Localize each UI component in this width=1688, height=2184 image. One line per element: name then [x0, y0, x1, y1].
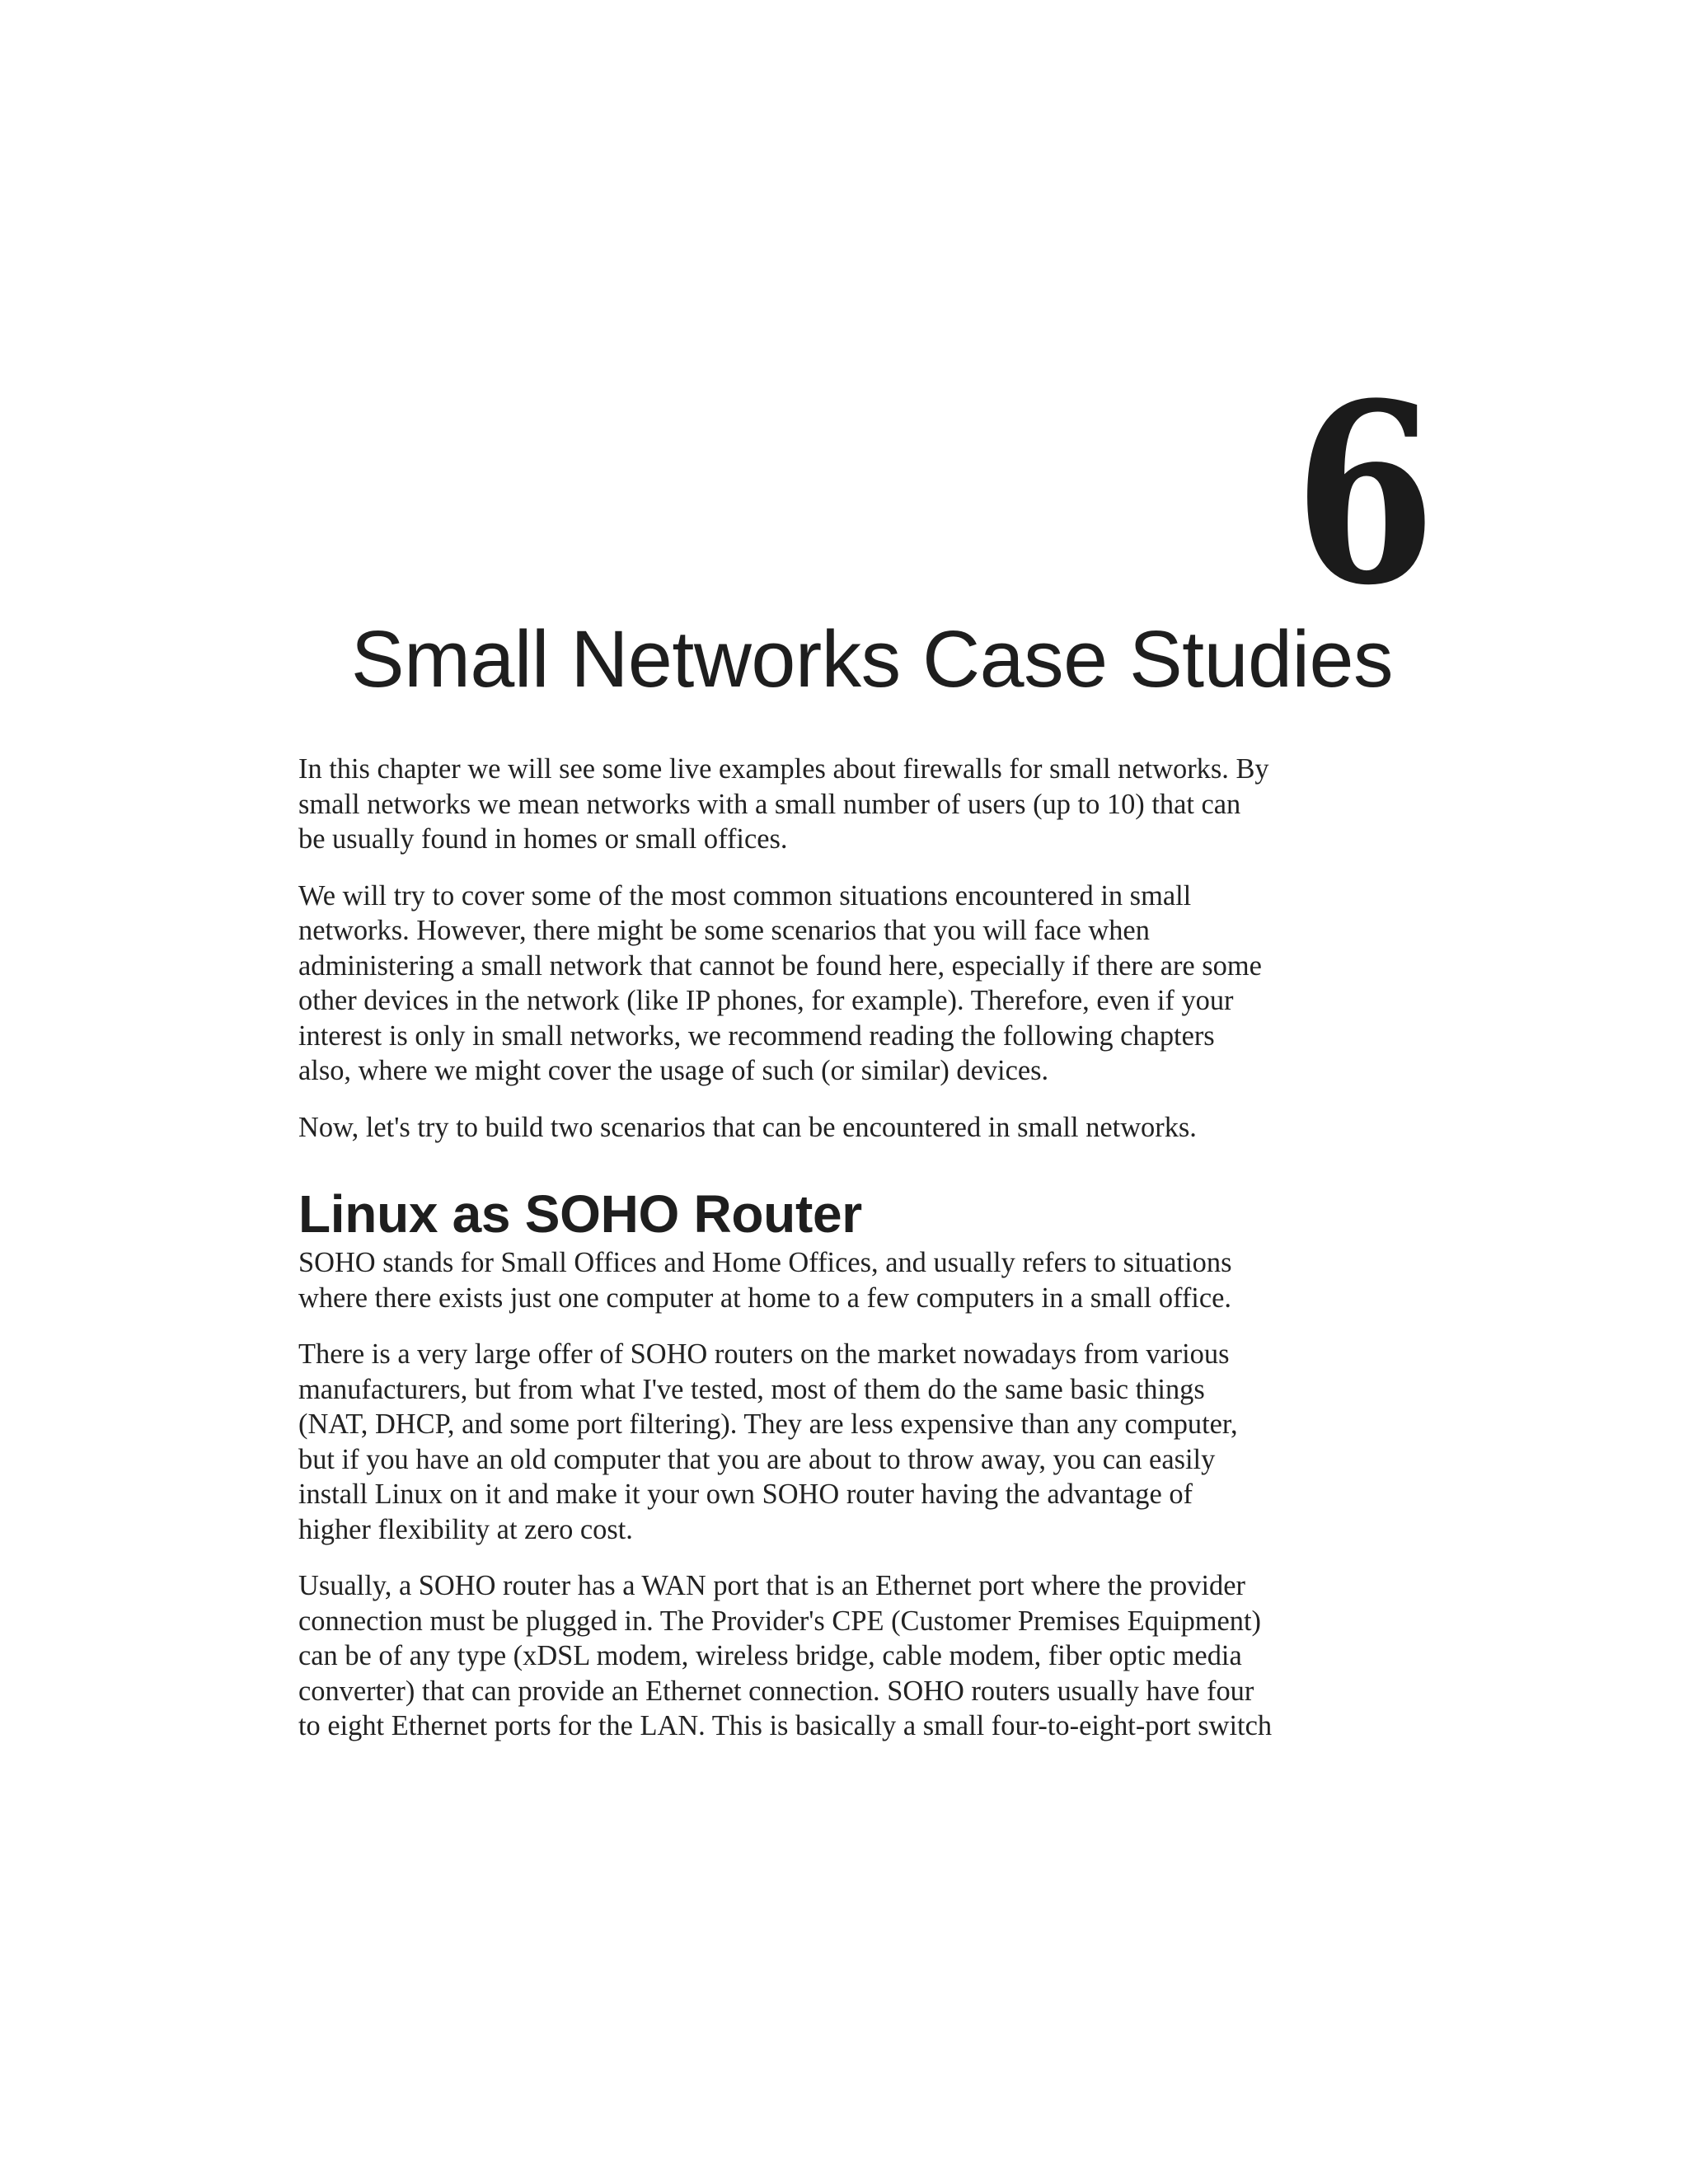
text-line: can be of any type (xDSL modem, wireless bridge, cable modem, fiber optic media: [298, 1640, 1242, 1671]
chapter-number: 6: [1294, 349, 1436, 640]
text-line: networks. However, there might be some scenarios that you will face when: [298, 915, 1150, 946]
text-line: We will try to cover some of the most common situations encountered in small: [298, 879, 1192, 912]
text-line: Usually, a SOHO router has a WAN port that is an Ethernet port where the provider: [298, 1570, 1245, 1601]
chapter-title: Small Networks Case Studies: [350, 614, 1393, 704]
section-paragraph-2: [298, 1337, 1395, 1547]
text-line: There is a very large offer of SOHO routers on the market nowadays from various: [298, 1338, 1230, 1370]
section-paragraph-3: [298, 1568, 1395, 1744]
section-heading: Linux as SOHO Router: [298, 1184, 862, 1244]
text-line: administering a small network that cannot be found here, especially if there are some: [298, 949, 1262, 982]
text-line: converter) that can provide an Ethernet connection. SOHO routers usually have four: [298, 1675, 1254, 1707]
text-line: to eight Ethernet ports for the LAN. This is basically a small four-to-eight-port switch: [298, 1710, 1273, 1741]
text-line: In this chapter we will see some live examples about firewalls for small networks. By: [298, 753, 1269, 785]
chapter-body: [298, 752, 1395, 1765]
intro-paragraph-3: [298, 1110, 1395, 1146]
text-line: be usually found in homes or small offices.: [298, 823, 788, 855]
intro-paragraph-2: [298, 879, 1395, 1089]
section-paragraph-1: [298, 1245, 1395, 1315]
text-line: interest is only in small networks, we recommend reading the following chapters: [298, 1019, 1215, 1052]
text-line: manufacturers, but from what I've tested, most of them do the same basic things: [298, 1373, 1205, 1405]
text-line: Now, let's try to build two scenarios that can be encountered in small networks.: [298, 1111, 1197, 1143]
text-line: also, where we might cover the usage of such (or similar) devices.: [298, 1055, 1049, 1086]
text-line: but if you have an old computer that you are about to throw away, you can easily: [298, 1443, 1216, 1475]
text-line: SOHO stands for Small Offices and Home Offices, and usually refers to situations: [298, 1247, 1232, 1278]
text-line: (NAT, DHCP, and some port filtering). They are less expensive than any computer,: [298, 1408, 1238, 1440]
text-line: connection must be plugged in. The Provider's CPE (Customer Premises Equipment): [298, 1605, 1262, 1637]
text-line: where there exists just one computer at home to a few computers in a small office.: [298, 1282, 1231, 1314]
text-line: small networks we mean networks with a small number of users (up to 10) that can: [298, 788, 1241, 820]
text-line: install Linux on it and make it your own SOHO router having the advantage of: [298, 1479, 1193, 1510]
text-line: other devices in the network (like IP phones, for example). Therefore, even if your: [298, 985, 1234, 1016]
intro-paragraph-1: [298, 752, 1395, 857]
text-line: higher flexibility at zero cost.: [298, 1513, 633, 1545]
